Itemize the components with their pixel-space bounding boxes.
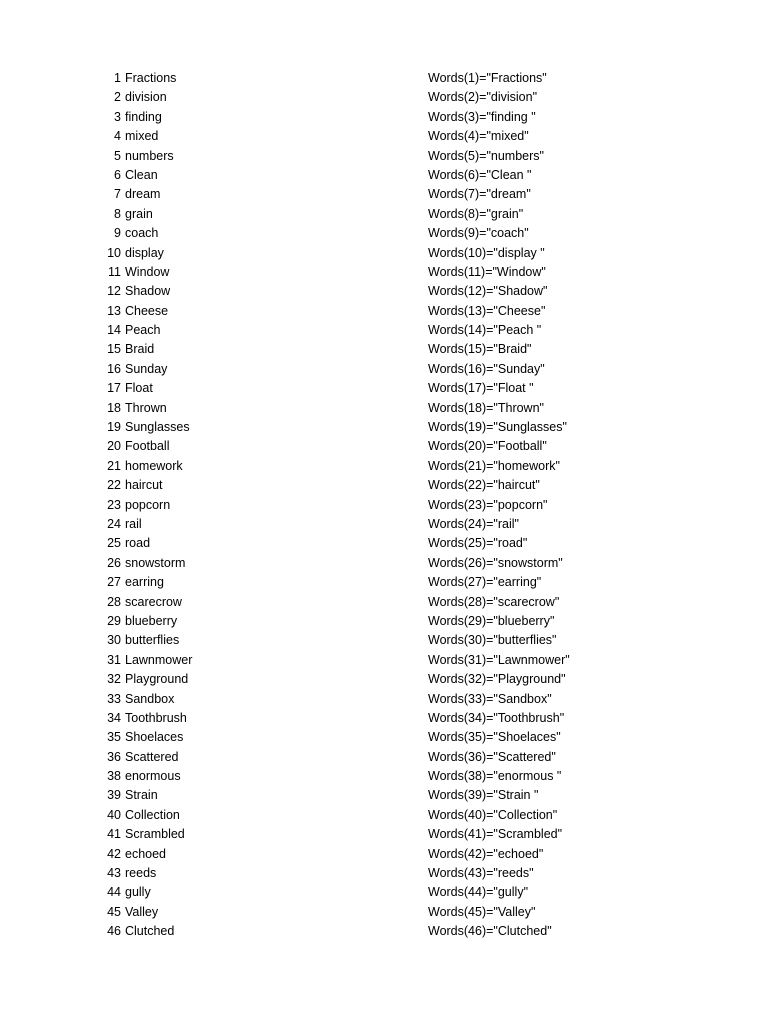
item-word: Shoelaces [125, 730, 184, 745]
list-item [0, 903, 768, 922]
item-number: 43 [107, 866, 121, 881]
item-word: Cheese [125, 303, 169, 318]
list-item [0, 767, 768, 786]
item-word: Float [125, 381, 153, 396]
item-word: haircut [125, 478, 163, 493]
item-code-assignment: Words(35)="Shoelaces" [428, 730, 561, 745]
item-code-assignment: Words(23)="popcorn" [428, 497, 548, 512]
item-number: 45 [107, 904, 121, 919]
list-item [0, 457, 768, 476]
item-number: 46 [107, 924, 121, 939]
item-word: blueberry [125, 613, 178, 628]
item-word: Toothbrush [125, 710, 187, 725]
item-code-assignment: Words(32)="Playground" [428, 672, 566, 687]
item-code-assignment: Words(4)="mixed" [428, 129, 529, 144]
list-item [0, 864, 768, 883]
list-item [0, 845, 768, 864]
item-code-assignment: Words(44)="gully" [428, 885, 528, 900]
item-code-assignment: Words(14)="Peach " [428, 323, 542, 338]
list-item [0, 205, 768, 224]
item-code-assignment: Words(33)="Sandbox" [428, 691, 552, 706]
item-code-assignment: Words(10)="display " [428, 245, 545, 260]
item-number: 36 [107, 749, 121, 764]
item-number: 29 [107, 613, 121, 628]
item-number: 5 [114, 148, 121, 163]
list-item [0, 244, 768, 263]
list-item [0, 302, 768, 321]
item-code-assignment: Words(16)="Sunday" [428, 361, 545, 376]
item-word: Clutched [125, 924, 175, 939]
list-item [0, 340, 768, 359]
list-item [0, 670, 768, 689]
item-word: mixed [125, 129, 159, 144]
item-code-assignment: Words(7)="dream" [428, 187, 531, 202]
item-code-assignment: Words(13)="Cheese" [428, 303, 546, 318]
item-word: popcorn [125, 497, 171, 512]
item-code-assignment: Words(42)="echoed" [428, 846, 544, 861]
item-code-assignment: Words(40)="Collection" [428, 807, 558, 822]
item-code-assignment: Words(45)="Valley" [428, 904, 536, 919]
item-word: Lawnmower [125, 652, 193, 667]
item-code-assignment: Words(9)="coach" [428, 226, 529, 241]
item-number: 28 [107, 594, 121, 609]
list-item [0, 554, 768, 573]
item-number: 44 [107, 885, 121, 900]
list-item [0, 883, 768, 902]
item-number: 22 [107, 478, 121, 493]
list-item [0, 88, 768, 107]
item-code-assignment: Words(19)="Sunglasses" [428, 420, 567, 435]
item-number: 10 [107, 245, 121, 260]
item-number: 41 [107, 827, 121, 842]
list-item [0, 806, 768, 825]
item-word: Thrown [125, 400, 167, 415]
item-code-assignment: Words(18)="Thrown" [428, 400, 544, 415]
item-number: 18 [107, 400, 121, 415]
item-number: 4 [114, 129, 121, 144]
item-number: 13 [107, 303, 121, 318]
item-code-assignment: Words(25)="road" [428, 536, 528, 551]
item-code-assignment: Words(6)="Clean " [428, 167, 532, 182]
list-item [0, 573, 768, 592]
item-number: 27 [107, 575, 121, 590]
item-word: Peach [125, 323, 161, 338]
item-code-assignment: Words(17)="Float " [428, 381, 534, 396]
item-code-assignment: Words(34)="Toothbrush" [428, 710, 565, 725]
item-word: Football [125, 439, 170, 454]
list-item [0, 476, 768, 495]
item-number: 20 [107, 439, 121, 454]
item-code-assignment: Words(20)="Football" [428, 439, 547, 454]
item-code-assignment: Words(31)="Lawnmower" [428, 652, 570, 667]
item-code-assignment: Words(28)="scarecrow" [428, 594, 560, 609]
list-item [0, 147, 768, 166]
list-item [0, 786, 768, 805]
list-item [0, 515, 768, 534]
item-code-assignment: Words(2)="division" [428, 90, 538, 105]
list-item [0, 690, 768, 709]
item-code-assignment: Words(15)="Braid" [428, 342, 532, 357]
item-number: 39 [107, 788, 121, 803]
item-code-assignment: Words(24)="rail" [428, 516, 519, 531]
item-code-assignment: Words(29)="blueberry" [428, 613, 555, 628]
item-number: 7 [114, 187, 121, 202]
item-number: 14 [107, 323, 121, 338]
item-word: gully [125, 885, 151, 900]
item-number: 9 [114, 226, 121, 241]
list-item [0, 379, 768, 398]
item-word: echoed [125, 846, 167, 861]
list-item [0, 127, 768, 146]
item-number: 38 [107, 769, 121, 784]
item-number: 2 [114, 90, 121, 105]
list-item [0, 709, 768, 728]
item-word: butterflies [125, 633, 180, 648]
item-number: 31 [107, 652, 121, 667]
item-number: 11 [108, 264, 121, 279]
item-number: 24 [107, 516, 121, 531]
item-code-assignment: Words(8)="grain" [428, 206, 524, 221]
list-item [0, 263, 768, 282]
item-number: 33 [107, 691, 121, 706]
item-word: Fractions [125, 71, 177, 85]
list-item [0, 612, 768, 631]
item-word: scarecrow [125, 594, 182, 609]
item-word: Braid [125, 342, 155, 357]
item-number: 8 [114, 206, 121, 221]
item-code-assignment: Words(38)="enormous " [428, 769, 562, 784]
item-word: Playground [125, 672, 189, 687]
item-code-assignment: Words(30)="butterflies" [428, 633, 557, 648]
word-list [0, 69, 768, 942]
item-word: grain [125, 206, 153, 221]
list-item [0, 748, 768, 767]
item-code-assignment: Words(46)="Clutched" [428, 924, 552, 939]
list-item [0, 922, 768, 941]
item-number: 26 [107, 555, 121, 570]
list-item [0, 437, 768, 456]
item-number: 19 [107, 420, 121, 435]
item-code-assignment: Words(21)="homework" [428, 458, 560, 473]
item-code-assignment: Words(11)="Window" [428, 264, 546, 279]
list-item [0, 321, 768, 340]
item-word: Clean [125, 167, 158, 182]
item-number: 42 [107, 846, 121, 861]
item-number: 15 [107, 342, 121, 357]
item-word: Collection [125, 807, 180, 822]
list-item [0, 631, 768, 650]
item-word: division [125, 90, 167, 105]
list-item [0, 282, 768, 301]
item-number: 35 [107, 730, 121, 745]
item-word: display [125, 245, 164, 260]
item-code-assignment: Words(43)="reeds" [428, 866, 534, 881]
item-word: snowstorm [125, 555, 186, 570]
list-item [0, 360, 768, 379]
item-code-assignment: Words(12)="Shadow" [428, 284, 548, 299]
item-code-assignment: Words(36)="Scattered" [428, 749, 556, 764]
list-item [0, 185, 768, 204]
item-word: enormous [125, 769, 181, 784]
list-item [0, 399, 768, 418]
item-word: Strain [125, 788, 158, 803]
item-number: 17 [107, 381, 121, 396]
item-code-assignment: Words(41)="Scrambled" [428, 827, 563, 842]
item-code-assignment: Words(27)="earring" [428, 575, 542, 590]
item-word: finding [125, 109, 162, 124]
list-item [0, 69, 768, 88]
list-item [0, 108, 768, 127]
item-number: 21 [107, 458, 121, 473]
item-number: 25 [107, 536, 121, 551]
item-number: 16 [107, 361, 121, 376]
item-number: 1 [114, 71, 121, 85]
list-item [0, 418, 768, 437]
item-number: 40 [107, 807, 121, 822]
item-word: Shadow [125, 284, 171, 299]
list-item [0, 728, 768, 747]
list-item [0, 166, 768, 185]
item-number: 12 [107, 284, 121, 299]
item-word: numbers [125, 148, 174, 163]
list-item [0, 224, 768, 243]
list-item [0, 593, 768, 612]
item-code-assignment: Words(5)="numbers" [428, 148, 544, 163]
item-code-assignment: Words(1)="Fractions" [428, 71, 547, 85]
item-number: 23 [107, 497, 121, 512]
item-word: earring [125, 575, 164, 590]
item-word: Sunday [125, 361, 168, 376]
item-code-assignment: Words(39)="Strain " [428, 788, 539, 803]
list-item [0, 825, 768, 844]
item-number: 30 [107, 633, 121, 648]
item-word: Sandbox [125, 691, 175, 706]
item-code-assignment: Words(26)="snowstorm" [428, 555, 563, 570]
item-word: rail [125, 516, 142, 531]
item-word: Scattered [125, 749, 179, 764]
list-item [0, 496, 768, 515]
item-word: coach [125, 226, 159, 241]
item-word: reeds [125, 866, 157, 881]
item-code-assignment: Words(22)="haircut" [428, 478, 540, 493]
item-word: road [125, 536, 151, 551]
item-word: Window [125, 264, 170, 279]
item-word: Sunglasses [125, 420, 190, 435]
item-number: 6 [114, 167, 121, 182]
item-word: Valley [125, 904, 159, 919]
item-number: 3 [114, 109, 121, 124]
item-word: dream [125, 187, 161, 202]
item-word: Scrambled [125, 827, 185, 842]
item-word: homework [125, 458, 183, 473]
list-item [0, 651, 768, 670]
list-item [0, 534, 768, 553]
item-code-assignment: Words(3)="finding " [428, 109, 536, 124]
item-number: 32 [107, 672, 121, 687]
item-number: 34 [107, 710, 121, 725]
